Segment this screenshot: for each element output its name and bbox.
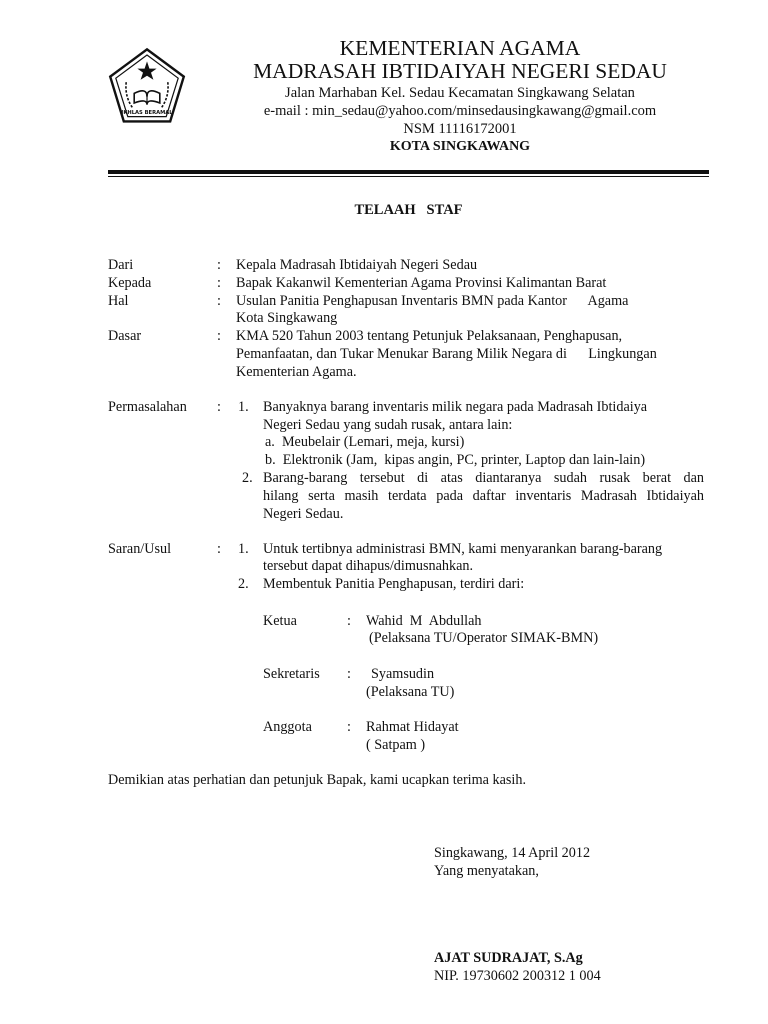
book-icon (134, 91, 160, 105)
suggestion-text-line: Membentuk Panitia Penghapusan, terdiri dari: (263, 576, 525, 592)
committee-role-ketua: Ketua (263, 613, 297, 629)
star-icon (137, 61, 156, 79)
issue-text-line: Negeri Sedau yang sudah rusak, antara lain: (263, 417, 513, 433)
field-value-dasar-line: Kementerian Agama. (236, 364, 357, 380)
committee-member-position: (Pelaksana TU) (366, 684, 455, 700)
committee-member-position: (Pelaksana TU/Operator SIMAK-BMN) (369, 630, 599, 646)
committee-member-name: Rahmat Hidayat (366, 719, 459, 735)
closing-paragraph: Demikian atas perhatian dan petunjuk Bapak, kami ucapkan terima kasih. (108, 772, 526, 788)
letterhead-divider-thick (108, 170, 709, 174)
field-colon: : (347, 666, 351, 682)
document-title: TELAAH STAF (354, 202, 463, 218)
issue-subitem: a. Meubelair (Lemari, meja, kursi) (265, 434, 465, 450)
list-number: 1. (238, 399, 249, 415)
suggestion-text-line: Untuk tertibnya administrasi BMN, kami menyarankan barang-barang (263, 541, 663, 557)
suggestion-text-line: tersebut dapat dihapus/dimusnahkan. (263, 558, 474, 574)
list-number: 2. (242, 470, 253, 486)
field-value-hal-line: Usulan Panitia Penghapusan Inventaris BMN pada Kantor Agama (236, 293, 629, 309)
list-number: 2. (238, 576, 249, 592)
section-label-permasalahan: Permasalahan (108, 399, 187, 415)
field-value-kepada: Bapak Kakanwil Kementerian Agama Provinsi Kalimantan Barat (236, 275, 607, 291)
field-label-kepada: Kepada (108, 275, 152, 291)
school-address: Jalan Marhaban Kel. Sedau Kecamatan Singkawang Selatan (285, 85, 635, 101)
field-label-hal: Hal (108, 293, 129, 309)
committee-role-sekretaris: Sekretaris (263, 666, 320, 682)
signature-statement: Yang menyatakan, (434, 863, 539, 879)
field-value-dari: Kepala Madrasah Ibtidaiyah Negeri Sedau (236, 257, 478, 273)
signatory-name: AJAT SUDRAJAT, S.Ag (434, 950, 583, 966)
field-value-hal-line: Kota Singkawang (236, 310, 338, 326)
signatory-nip: NIP. 19730602 200312 1 004 (434, 968, 601, 984)
issue-text-line: hilang serta masih terdata pada daftar inventaris Madrasah Ibtidaiyah (263, 488, 704, 504)
field-value-dasar-line: KMA 520 Tahun 2003 tentang Petunjuk Pelaksanaan, Penghapusan, (236, 328, 623, 344)
issue-subitem: b. Elektronik (Jam, kipas angin, PC, printer, Laptop dan lain-lain) (265, 452, 646, 468)
signature-place-date: Singkawang, 14 April 2012 (434, 845, 591, 861)
issue-text-line: Negeri Sedau. (263, 506, 344, 522)
issue-text-line: Banyaknya barang inventaris milik negara pada Madrasah Ibtidaiya (263, 399, 648, 415)
field-value-dasar-line: Pemanfaatan, dan Tukar Menukar Barang Milik Negara di Lingkungan (236, 346, 657, 362)
section-label-saran: Saran/Usul (108, 541, 172, 557)
school-city: KOTA SINGKAWANG (389, 139, 531, 154)
field-colon: : (217, 541, 221, 557)
letterhead-divider-thin (108, 176, 709, 177)
issue-text-line: Barang-barang tersebut di atas diantaranya sudah rusak berat dan (263, 470, 704, 486)
field-label-dari: Dari (108, 257, 134, 273)
field-colon: : (347, 719, 351, 735)
school-email: e-mail : min_sedau@yahoo.com/minsedausingkawang@gmail.com (263, 103, 657, 119)
committee-role-anggota: Anggota (263, 719, 312, 735)
school-nsm: NSM 11116172001 (403, 121, 517, 137)
field-colon: : (217, 257, 221, 273)
list-number: 1. (238, 541, 249, 557)
field-colon: : (217, 275, 221, 291)
field-label-dasar: Dasar (108, 328, 142, 344)
field-colon: : (217, 293, 221, 309)
field-colon: : (217, 328, 221, 344)
field-colon: : (217, 399, 221, 415)
committee-member-name: Wahid M Abdullah (366, 613, 482, 629)
committee-member-name: Syamsudin (371, 666, 435, 682)
svg-text:IKHLAS BERAMAL: IKHLAS BERAMAL (121, 110, 173, 117)
committee-member-position: ( Satpam ) (366, 737, 426, 753)
ministry-name: KEMENTERIAN AGAMA (339, 36, 581, 60)
school-name: MADRASAH IBTIDAIYAH NEGERI SEDAU (253, 59, 667, 83)
field-colon: : (347, 613, 351, 629)
kementerian-agama-logo (107, 47, 187, 127)
